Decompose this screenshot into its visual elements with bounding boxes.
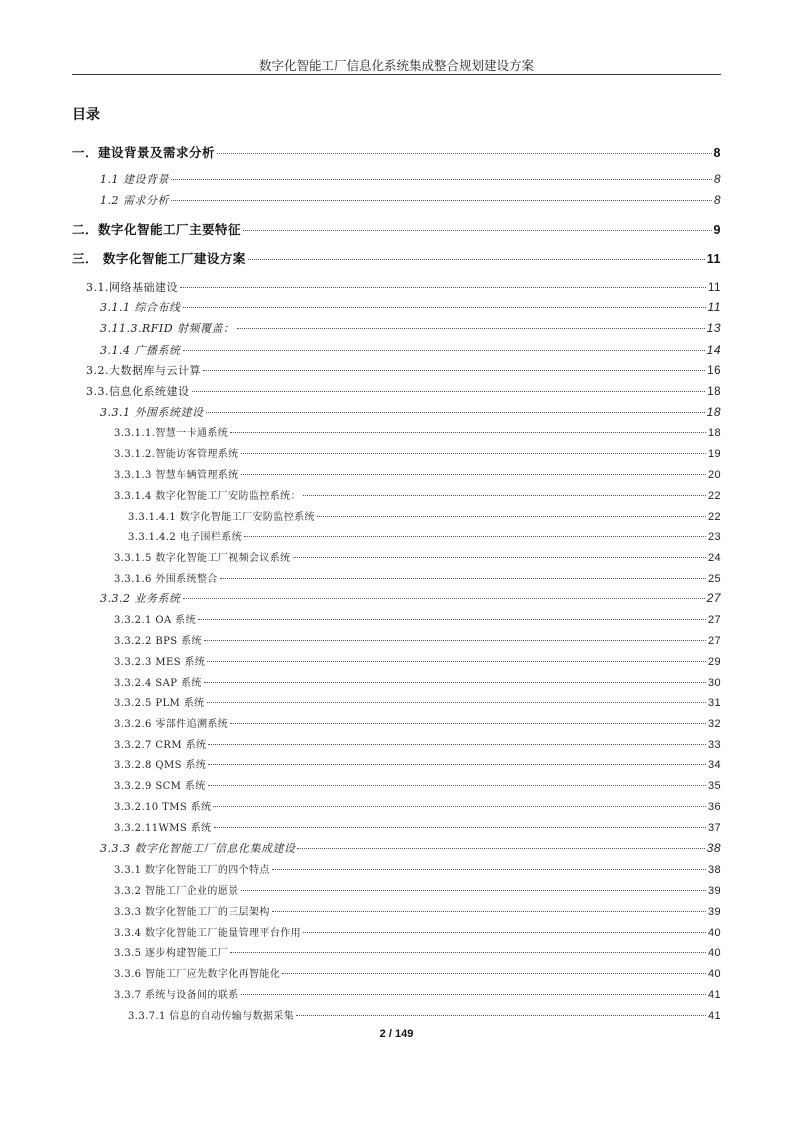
toc-entry-label: 3.3.3 数字化智能工厂信息化集成建设 <box>100 842 296 855</box>
toc-entry-label: 二．数字化智能工厂主要特征 <box>72 222 242 237</box>
toc-entry-page: 27 <box>707 635 721 647</box>
dot-leader <box>241 994 706 995</box>
toc-entry-page: 40 <box>707 968 721 980</box>
toc-entry-label: 3.11.3.RFID 射频覆盖： <box>100 322 235 335</box>
toc-entry-label: 三． 数字化智能工厂建设方案 <box>72 251 246 266</box>
toc-entry-label: 1.2 需求分析 <box>100 194 169 207</box>
toc-entry-page: 39 <box>707 885 721 897</box>
toc-entry-page: 24 <box>707 552 721 564</box>
toc-entry[interactable] <box>114 924 721 939</box>
dot-leader <box>208 744 706 745</box>
toc-entry-page: 13 <box>706 321 721 335</box>
dot-leader <box>241 474 706 475</box>
dot-leader <box>244 536 706 537</box>
toc-entry-page: 11 <box>708 282 721 294</box>
toc-entry[interactable] <box>100 590 721 606</box>
dot-leader <box>282 973 706 974</box>
dot-leader <box>198 619 706 620</box>
toc-entry-label: 3.3.2.9 SCM 系统 <box>114 781 206 792</box>
toc-entry-label: 3.3.2.8 QMS 系统 <box>114 760 207 771</box>
toc-entry-page: 40 <box>707 927 721 939</box>
toc-entry-label: 3.1.4 广播系统 <box>100 344 181 357</box>
dot-leader <box>192 391 706 392</box>
toc-entry-page: 19 <box>707 448 721 460</box>
toc-entry[interactable] <box>100 299 721 315</box>
toc-entry-page: 20 <box>707 469 721 481</box>
dot-leader <box>204 640 706 641</box>
toc-entry-page: 8 <box>713 193 721 207</box>
toc-entry-label: 3.3.2.11WMS 系统 <box>114 823 212 834</box>
dot-leader <box>214 827 706 828</box>
toc-entry-label: 1.1 建设背景 <box>100 173 169 186</box>
toc-entry[interactable] <box>114 466 721 481</box>
toc-entry-page: 29 <box>707 656 721 668</box>
toc-entry[interactable] <box>114 632 721 647</box>
toc-entry-page: 37 <box>707 822 721 834</box>
dot-leader <box>208 764 706 765</box>
toc-entry-label: 3.3.3 数字化智能工厂的三层架构 <box>114 907 270 918</box>
dot-leader <box>183 307 706 308</box>
toc-entry[interactable] <box>128 1007 721 1022</box>
toc-entry-page: 34 <box>707 759 721 771</box>
toc-entry-page: 38 <box>706 841 721 855</box>
toc-entry[interactable] <box>72 143 721 161</box>
toc-entry-label: 3.3.6 智能工厂应先数字化再智能化 <box>114 969 281 980</box>
toc-entry[interactable] <box>114 694 721 709</box>
toc-entry[interactable] <box>128 508 721 523</box>
toc-entry-label: 3.3.2.5 PLM 系统 <box>114 698 205 709</box>
toc-entry-label: 3.3.1.2.智能访客管理系统 <box>114 449 239 460</box>
dot-leader <box>243 230 712 231</box>
toc-entry-page: 27 <box>706 591 721 605</box>
dot-leader <box>220 578 706 579</box>
toc-entry-label: 3.3.2.2 BPS 系统 <box>114 636 202 647</box>
dot-leader <box>241 890 706 891</box>
toc-entry-page: 22 <box>707 490 721 502</box>
dot-leader <box>248 259 705 260</box>
toc-entry-page: 22 <box>707 511 721 523</box>
toc-entry-label: 3.3.1 数字化智能工厂的四个特点 <box>114 865 270 876</box>
toc-entry-page: 23 <box>707 531 721 543</box>
toc-entry[interactable] <box>114 903 721 918</box>
dot-leader <box>230 432 706 433</box>
dot-leader <box>237 328 705 329</box>
toc-entry-label: 3.3.1.4 数字化智能工厂安防监控系统： <box>114 491 301 502</box>
page-number: 2 / 149 <box>379 1028 414 1040</box>
toc-entry[interactable] <box>86 362 721 378</box>
toc-entry-page: 11 <box>707 300 721 314</box>
toc-entry-label: 3.3.1.1.智慧一卡通系统 <box>114 428 229 439</box>
dot-leader <box>230 723 706 724</box>
toc-entry-label: 3.3.7 系统与设备间的联系 <box>114 990 239 1001</box>
toc-entry[interactable] <box>114 798 721 813</box>
toc-entry-label: 3.3.4 数字化智能工厂能量管理平台作用 <box>114 928 302 939</box>
toc-entry-page: 16 <box>707 365 721 377</box>
dot-leader <box>293 557 706 558</box>
toc-entry[interactable] <box>114 965 721 980</box>
dot-leader <box>296 1015 706 1016</box>
dot-leader <box>217 153 712 154</box>
toc-entry-label: 3.3.1.6 外围系统整合 <box>114 574 218 585</box>
toc-entry[interactable] <box>100 320 721 336</box>
dot-leader <box>207 661 706 662</box>
toc-entry-page: 30 <box>707 677 721 689</box>
toc-entry-label: 3.3.2 业务系统 <box>100 592 181 605</box>
toc-entry[interactable] <box>114 549 721 564</box>
dot-leader <box>317 516 706 517</box>
toc-entry-page: 8 <box>713 172 721 186</box>
toc-entry-page: 18 <box>706 405 721 419</box>
dot-leader <box>213 806 705 807</box>
dot-leader <box>303 932 706 933</box>
toc-entry[interactable] <box>100 192 721 208</box>
toc-entry[interactable] <box>100 171 721 187</box>
toc-entry-page: 41 <box>707 989 721 1001</box>
toc-entry-page: 39 <box>707 906 721 918</box>
toc-entry-label: 一．建设背景及需求分析 <box>72 145 216 160</box>
toc-entry-page: 40 <box>707 947 721 959</box>
toc-entry[interactable] <box>100 840 721 856</box>
dot-leader <box>206 412 705 413</box>
toc-entry-label: 3.3.1.4.2 电子围栏系统 <box>128 532 243 543</box>
toc-entry[interactable] <box>114 861 721 876</box>
toc-entry-page: 18 <box>707 386 721 398</box>
toc-entry[interactable] <box>114 715 721 730</box>
toc-entry-label: 3.3.2.4 SAP 系统 <box>114 678 202 689</box>
toc-entry[interactable] <box>114 777 721 792</box>
page-header: 数字化智能工厂信息化系统集成整合规划建设方案 <box>258 58 534 73</box>
toc-entry-label: 3.3.2.7 CRM 系统 <box>114 740 207 751</box>
toc-entry-page: 18 <box>707 427 721 439</box>
dot-leader <box>303 495 706 496</box>
toc-entry-page: 9 <box>713 223 721 237</box>
toc-entry-page: 33 <box>707 739 721 751</box>
toc-entry-label: 3.3.1 外围系统建设 <box>100 406 204 419</box>
toc-entry-label: 3.3.5 逐步构建智能工厂 <box>114 948 229 959</box>
toc-entry[interactable] <box>114 674 721 689</box>
toc-entry-label: 3.1.网络基础建设 <box>86 281 178 294</box>
dot-leader <box>183 350 705 351</box>
toc-entry[interactable] <box>114 424 721 439</box>
toc-entry-page: 8 <box>713 146 721 160</box>
toc-entry-label: 3.1.1 综合布线 <box>100 301 181 314</box>
toc-entry-page: 35 <box>707 780 721 792</box>
dot-leader <box>272 869 706 870</box>
dot-leader <box>208 785 706 786</box>
toc-entry-page: 25 <box>707 573 721 585</box>
toc-entry[interactable] <box>72 220 721 238</box>
toc-entry-label: 3.3.1.4.1 数字化智能工厂安防监控系统 <box>128 512 315 523</box>
toc-entry-page: 27 <box>707 614 721 626</box>
toc-entry[interactable] <box>114 611 721 626</box>
dot-leader <box>207 702 706 703</box>
toc-entry-page: 31 <box>707 697 721 709</box>
dot-leader <box>272 911 706 912</box>
toc-entry-label: 3.3.7.1 信息的自动传输与数据采集 <box>128 1011 295 1022</box>
dot-leader <box>203 370 705 371</box>
toc-entry-label: 3.3.2.1 OA 系统 <box>114 615 196 626</box>
dot-leader <box>204 682 706 683</box>
toc-entry-label: 3.3.2.3 MES 系统 <box>114 657 206 668</box>
toc-entry[interactable] <box>114 756 721 771</box>
dot-leader <box>241 453 706 454</box>
toc-entry-page: 11 <box>706 252 721 266</box>
toc-entry-label: 3.3.信息化系统建设 <box>86 385 190 398</box>
toc-entry[interactable] <box>86 279 721 295</box>
toc-entry[interactable] <box>114 819 721 834</box>
toc-entry-page: 36 <box>707 801 721 813</box>
toc-entry-page: 14 <box>706 343 721 357</box>
dot-leader <box>171 179 712 180</box>
dot-leader <box>180 287 706 288</box>
toc-entry-page: 38 <box>707 864 721 876</box>
toc-entry-page: 32 <box>707 718 721 730</box>
toc-entry-label: 3.2.大数据库与云计算 <box>86 364 201 377</box>
toc-entry-label: 3.3.2 智能工厂企业的愿景 <box>114 886 239 897</box>
dot-leader <box>183 598 705 599</box>
toc-entry-label: 3.3.1.3 智慧车辆管理系统 <box>114 470 239 481</box>
toc-entry[interactable] <box>114 487 721 502</box>
toc-entry[interactable] <box>114 986 721 1001</box>
dot-leader <box>171 200 712 201</box>
toc-entry-label: 3.3.2.6 零部件追溯系统 <box>114 719 229 730</box>
toc-entry[interactable] <box>72 249 721 267</box>
toc-entry[interactable] <box>100 342 721 358</box>
toc-entry-label: 3.3.2.10 TMS 系统 <box>114 802 212 813</box>
toc-entry[interactable] <box>114 882 721 897</box>
toc-entry[interactable] <box>114 653 721 668</box>
toc-entry[interactable] <box>114 736 721 751</box>
toc-entry-page: 41 <box>707 1010 721 1022</box>
toc-entry[interactable] <box>128 528 721 543</box>
toc-entry[interactable] <box>100 404 721 420</box>
dot-leader <box>230 952 706 953</box>
toc-title: 目录 <box>72 107 100 123</box>
toc-entry[interactable] <box>86 383 721 399</box>
toc-entry[interactable] <box>114 570 721 585</box>
dot-leader <box>297 848 704 849</box>
toc-entry[interactable] <box>114 445 721 460</box>
toc-entry[interactable] <box>114 944 721 959</box>
header-rule <box>72 74 721 75</box>
toc-entry-label: 3.3.1.5 数字化智能工厂视频会议系统 <box>114 553 291 564</box>
